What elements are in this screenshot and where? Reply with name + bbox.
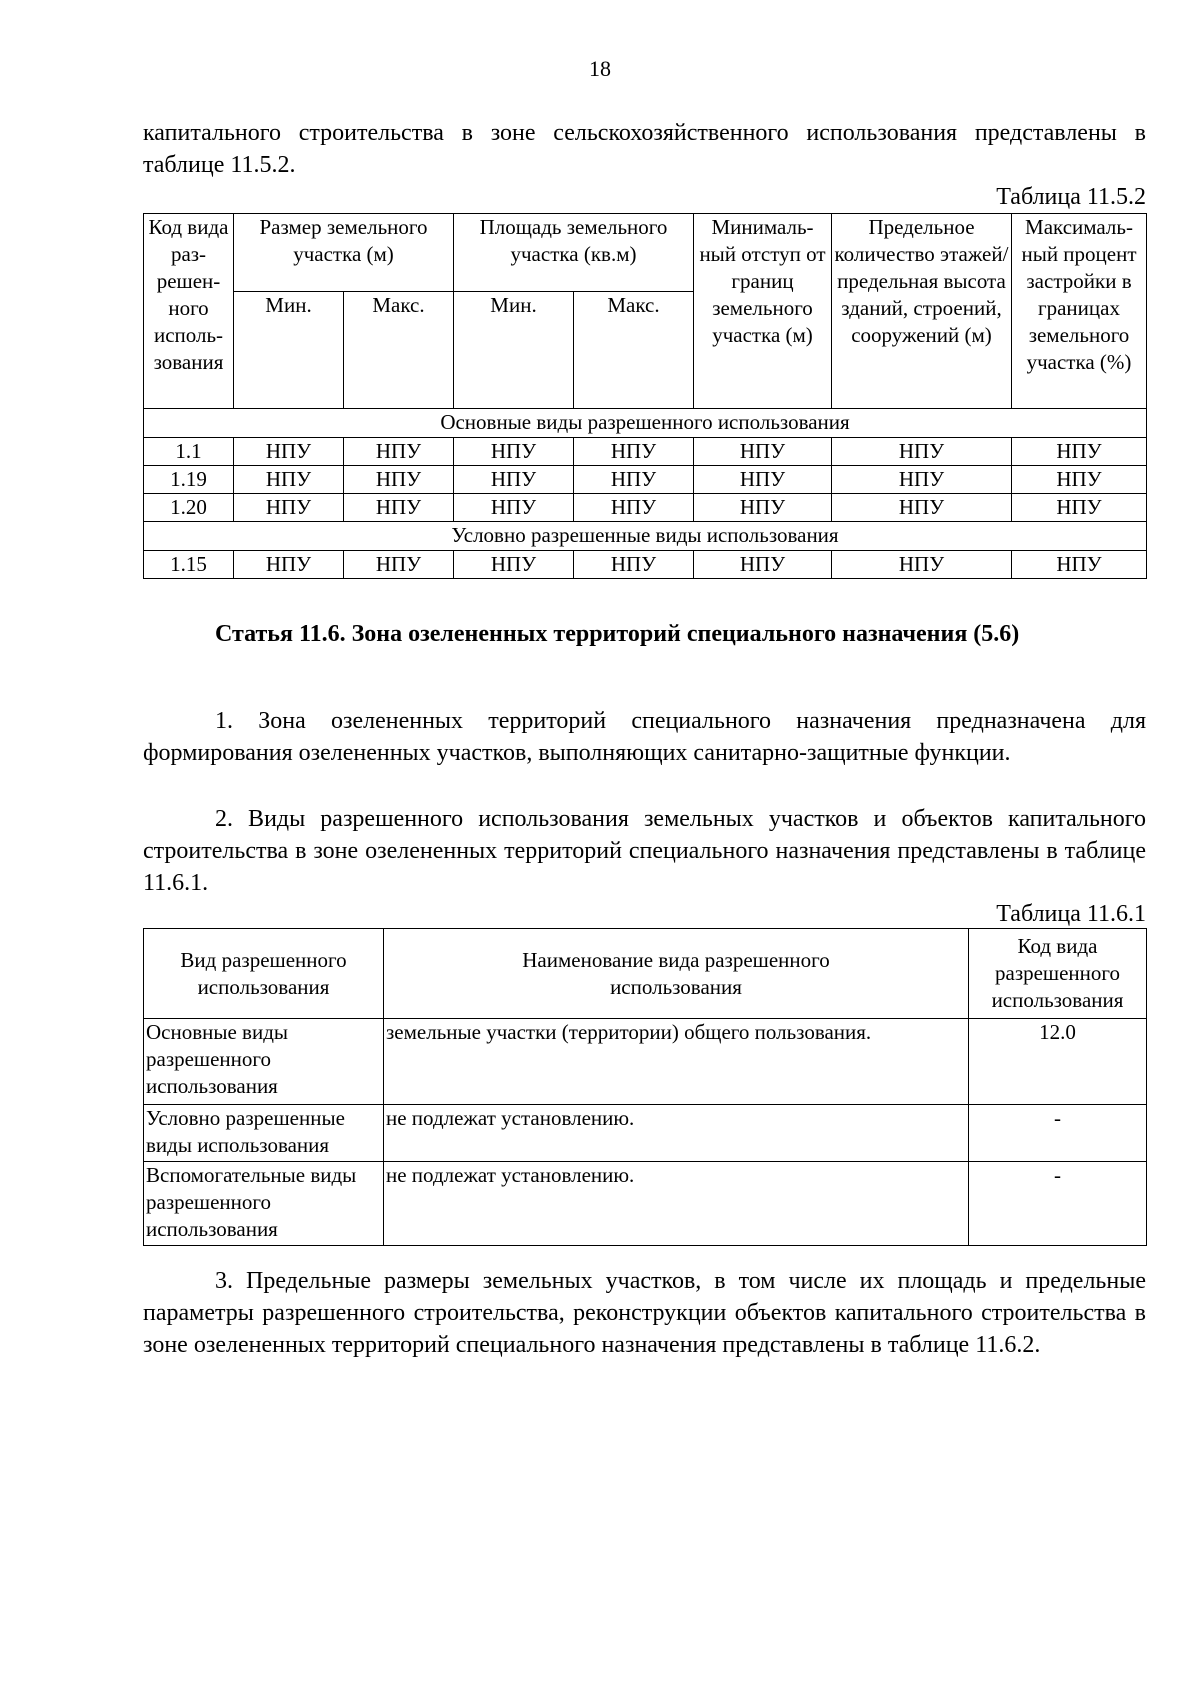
table-row (144, 1019, 1147, 1105)
cell: НПУ (694, 494, 832, 522)
cell: НПУ (694, 551, 832, 579)
cell-name: не подлежат установлению. (384, 1162, 969, 1246)
cell: НПУ (344, 438, 454, 466)
section-main: Основные виды разрешенного использования (144, 409, 1147, 438)
table-11-6-1 (143, 928, 1147, 1246)
header-offset: Минималь-ный отступ от границ земельного участка (м) (694, 214, 832, 409)
cell: НПУ (234, 551, 344, 579)
cell: НПУ (344, 551, 454, 579)
cell: НПУ (694, 438, 832, 466)
table-11-5-2 (143, 213, 1147, 579)
intro-paragraph: капитального строительства в зоне сельскохозяйственного использования представлены в таблице 11.5.2. (143, 120, 1146, 178)
cell: НПУ (454, 551, 574, 579)
table-row (144, 494, 1147, 522)
table-2-caption: Таблица 11.6.1 (996, 901, 1146, 927)
cell-type: Основные виды разрешенного использования (144, 1019, 384, 1105)
cell-code: - (969, 1162, 1147, 1246)
cell: НПУ (1012, 494, 1147, 522)
cell-type: Условно разрешенные виды использования (144, 1105, 384, 1162)
cell: НПУ (344, 466, 454, 494)
cell: НПУ (454, 494, 574, 522)
cell: НПУ (344, 494, 454, 522)
cell-code: 12.0 (969, 1019, 1147, 1105)
table-row (144, 1162, 1147, 1246)
table-1-caption: Таблица 11.5.2 (996, 184, 1146, 210)
table-row (144, 466, 1147, 494)
header-percent: Максималь-ный процент застройки в границах земельного участка (%) (1012, 214, 1147, 409)
cell: НПУ (574, 551, 694, 579)
header-type: Вид разрешенного использования (144, 929, 384, 1019)
cell: 1.1 (144, 438, 234, 466)
cell: НПУ (832, 494, 1012, 522)
cell: НПУ (1012, 466, 1147, 494)
cell: НПУ (1012, 438, 1147, 466)
article-heading: Статья 11.6. Зона озелененных территорий специального назначения (5.6) (215, 621, 1020, 647)
cell-name: не подлежат установлению. (384, 1105, 969, 1162)
header-size: Размер земельного участка (м) (234, 214, 454, 292)
cell: 1.15 (144, 551, 234, 579)
cell-code: - (969, 1105, 1147, 1162)
cell: НПУ (832, 551, 1012, 579)
cell: 1.19 (144, 466, 234, 494)
table-row (144, 438, 1147, 466)
section-conditional: Условно разрешенные виды использования (144, 522, 1147, 551)
cell-name: земельные участки (территории) общего пользования. (384, 1019, 969, 1105)
table-row (144, 1105, 1147, 1162)
header-floors: Предельное количество этажей/ предельная высота зданий, строений, сооружений (м) (832, 214, 1012, 409)
paragraph-1: 1. Зона озелененных территорий специального назначения предназначена для формирования озелененных участков, выполняющих санитарно-защитные функции. (143, 708, 1146, 766)
cell: НПУ (694, 466, 832, 494)
paragraph-3: 3. Предельные размеры земельных участков, в том числе их площадь и предельные параметры разрешенного строительства, реконструкции объектов капитального строительства в зоне озелененных территорий специального назначения представлены в таблице 11.6.2. (143, 1268, 1146, 1358)
header-area-max: Макс. (574, 292, 694, 409)
header-code: Код вида разрешенного использования (969, 929, 1147, 1019)
header-area-min: Мин. (454, 292, 574, 409)
table-row (144, 551, 1147, 579)
header-name: Наименование вида разрешенного использования (384, 929, 969, 1019)
cell: НПУ (234, 494, 344, 522)
header-size-min: Мин. (234, 292, 344, 409)
cell: НПУ (234, 438, 344, 466)
cell: НПУ (574, 494, 694, 522)
cell: НПУ (1012, 551, 1147, 579)
header-code: Код вида раз-решен-ного исполь-зования (144, 214, 234, 409)
cell: НПУ (574, 466, 694, 494)
page-number: 18 (589, 56, 611, 81)
cell: 1.20 (144, 494, 234, 522)
cell: НПУ (234, 466, 344, 494)
paragraph-2: 2. Виды разрешенного использования земельных участков и объектов капитального строительства в зоне озелененных территорий специального назначения представлены в таблице 11.6.1. (143, 806, 1146, 896)
cell: НПУ (454, 438, 574, 466)
cell: НПУ (832, 438, 1012, 466)
cell-type: Вспомогательные виды разрешенного использования (144, 1162, 384, 1246)
cell: НПУ (454, 466, 574, 494)
cell: НПУ (832, 466, 1012, 494)
cell: НПУ (574, 438, 694, 466)
header-size-max: Макс. (344, 292, 454, 409)
header-area: Площадь земельного участка (кв.м) (454, 214, 694, 292)
